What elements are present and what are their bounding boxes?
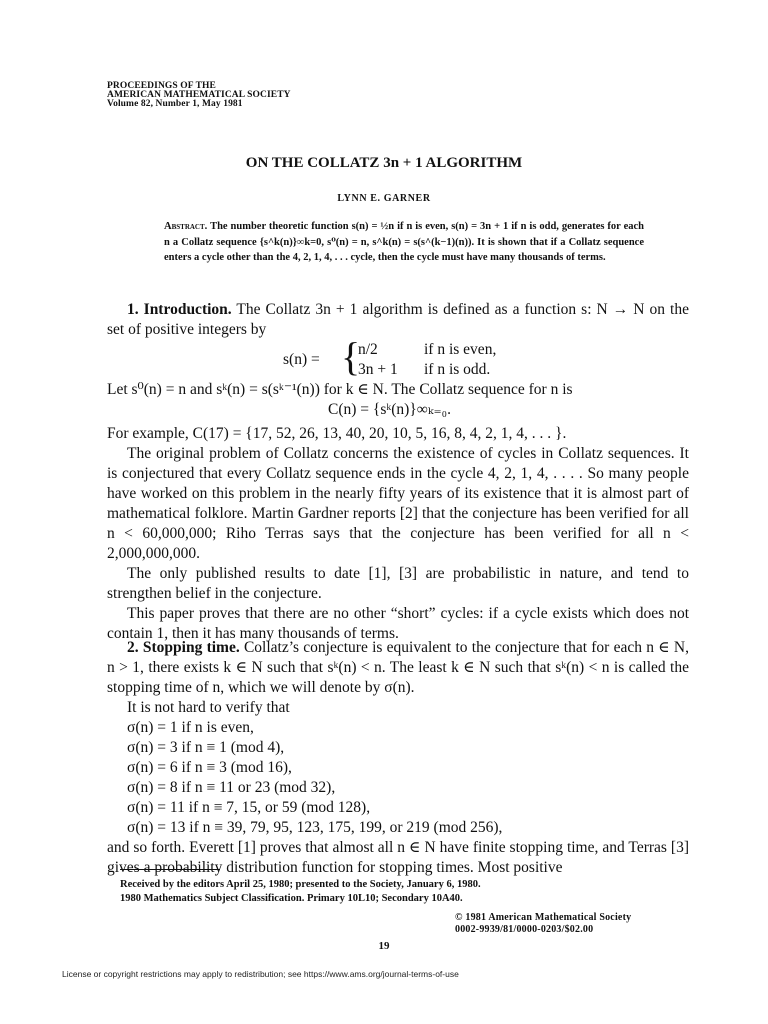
example-line: For example, C(17) = {17, 52, 26, 13, 40, 20, 10, 5, 16, 8, 4, 2, 1, 4, . . . }.	[107, 425, 567, 442]
stopping-time-cases	[107, 718, 689, 838]
section2-paragraph-2: and so forth. Everett [1] proves that almost all n ∈ N have finite stopping time, and Terras [3] gives a probability distribution function for stopping times. Most positive	[107, 839, 689, 876]
author-name: LYNN E. GARNER	[337, 193, 431, 204]
paper-title: ON THE COLLATZ 3n + 1 ALGORITHM	[245, 155, 523, 171]
verify-line: It is not hard to verify that	[127, 699, 290, 716]
section2-heading: 2. Stopping time.	[127, 639, 240, 656]
journal-volume: Volume 82, Number 1, May 1981	[107, 99, 243, 109]
footnote-classification: 1980 Mathematics Subject Classification. Primary 10L10; Secondary 10A40.	[120, 893, 463, 904]
journal-header	[107, 82, 291, 109]
section2-paragraph-1: Collatz’s conjecture is equivalent to the conjecture that for each n ∈ N, n > 1, there exists k ∈ N such that sᵏ(n) < n. The least k ∈ N such that sᵏ(n) < n is called the stopping time of n, which we will denote by σ(n).	[107, 639, 689, 696]
copyright-code: 0002-9939/81/0000-0203/$02.00	[455, 924, 594, 935]
collatz-sequence-definition: C(n) = {sᵏ(n)}∞ₖ₌₀.	[328, 401, 451, 418]
stopping-time-case: σ(n) = 1 if n is even,	[127, 719, 254, 736]
section1-paragraph-1: The original problem of Collatz concerns the existence of cycles in Collatz sequences. It is conjectured that every Collatz sequence ends in the cycle 4, 2, 1, 4, . . . . So many people have worked on this problem in the nearly fifty years of its existence that it is almost part of mathematical folklore. Martin Gardner reports [2] that the conjecture has been verified for all n < 60,000,000; Riho Terras says that the conjecture has been verified for all n < 2,000,000,000.	[107, 445, 689, 562]
section1-paragraph-3: This paper proves that there are no other “short” cycles: if a cycle exists which does not contain 1, then it has many thousands of terms.	[107, 605, 689, 642]
stopping-time-case: σ(n) = 3 if n ≡ 1 (mod 4),	[127, 739, 285, 756]
case-odd-expr: 3n + 1	[358, 361, 398, 378]
stopping-time-case: σ(n) = 6 if n ≡ 3 (mod 16),	[127, 759, 292, 776]
footnote-rule	[120, 869, 220, 870]
section1-intro-text: The Collatz 3n + 1 algorithm is defined as a function s: N → N on the set of positive integers by	[107, 301, 689, 338]
case-even-cond: if n is even,	[424, 341, 497, 358]
copyright-line: © 1981 American Mathematical Society	[455, 912, 632, 923]
license-notice: License or copyright restrictions may apply to redistribution; see https://www.ams.org/journal-terms-of-use	[62, 969, 459, 979]
case-odd-cond: if n is odd.	[424, 361, 491, 378]
abstract-text: The number theoretic function s(n) = ½n if n is even, s(n) = 3n + 1 if n is odd, generates for each n a Collatz sequence {s^k(n)}∞k=0, s⁰(n) = n, s^k(n) = s(s^(k−1)(n)). It is shown that if a Collatz sequence enters a cycle other than the 4, 2, 1, 4, . . . cycle, then the cycle must have many thousands of terms.	[164, 221, 645, 263]
case-odd	[358, 360, 490, 380]
section1-intro	[107, 300, 689, 340]
abstract-label: Abstract.	[164, 221, 208, 232]
journal-line-2: AMERICAN MATHEMATICAL SOCIETY	[107, 90, 291, 100]
abstract	[164, 219, 644, 266]
case-even	[358, 340, 496, 360]
section2	[107, 638, 689, 878]
let-line: Let s⁰(n) = n and sᵏ(n) = s(sᵏ⁻¹(n)) for k ∈ N. The Collatz sequence for n is	[107, 381, 573, 398]
stopping-time-case: σ(n) = 13 if n ≡ 39, 79, 95, 123, 175, 199, or 219 (mod 256),	[127, 819, 503, 836]
stopping-time-case: σ(n) = 11 if n ≡ 7, 15, or 59 (mod 128),	[127, 799, 371, 816]
section1-paragraphs	[107, 444, 689, 644]
stopping-time-case: σ(n) = 8 if n ≡ 11 or 23 (mod 32),	[127, 779, 336, 796]
journal-line-1: PROCEEDINGS OF THE	[107, 81, 216, 91]
case-even-expr: n/2	[358, 341, 378, 358]
footnote-received: Received by the editors April 25, 1980; presented to the Society, January 6, 1980.	[120, 879, 481, 890]
definition-lhs: s(n) =	[283, 351, 320, 368]
page-number: 19	[378, 940, 390, 952]
left-brace: {	[341, 334, 361, 379]
section1-heading: 1. Introduction.	[127, 301, 232, 318]
section1-paragraph-2: The only published results to date [1], [3] are probabilistic in nature, and tend to strengthen belief in the conjecture.	[107, 565, 689, 602]
